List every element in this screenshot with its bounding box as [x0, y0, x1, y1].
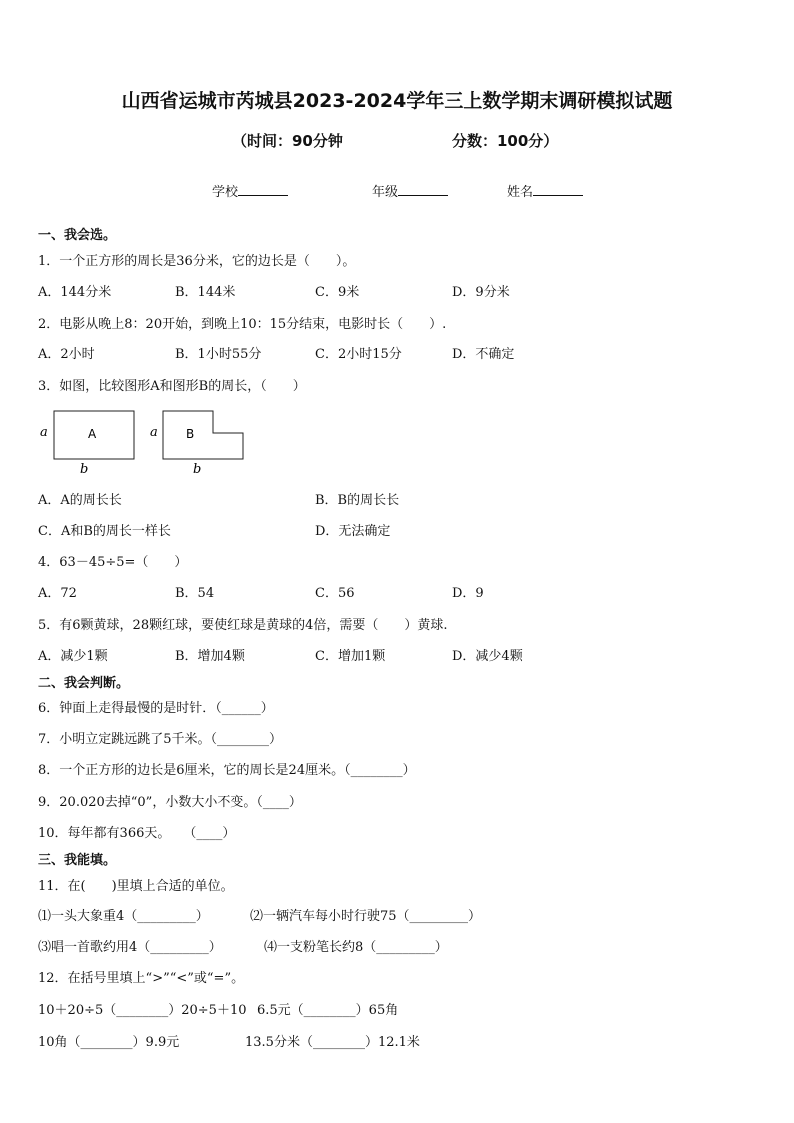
section-3-heading: 三、我能填。: [38, 853, 117, 868]
school-field: [212, 181, 288, 200]
q5-option-a[interactable]: A．减少1颗: [38, 649, 108, 664]
question-10[interactable]: 10．每年都有366天。 （____）: [38, 826, 236, 841]
question-4: 4．63－45÷5=（ ）: [38, 555, 188, 570]
question-12-part-2[interactable]: 6.5元（________）65角: [257, 1003, 399, 1018]
school-label: 学校: [212, 185, 239, 200]
question-9[interactable]: 9．20.020去掉“0”，小数大小不变。（____）: [38, 795, 302, 810]
q2-option-c[interactable]: C．2小时15分: [315, 347, 402, 362]
shape-b-side-b: b: [193, 462, 202, 477]
school-blank[interactable]: [238, 182, 288, 196]
grade-field: [372, 181, 448, 200]
question-7[interactable]: 7．小明立定跳远跳了5千米。（________）: [38, 732, 283, 747]
q4-option-b[interactable]: B．54: [175, 586, 215, 601]
shape-a-label: A: [88, 427, 97, 441]
question-12-part-4[interactable]: 13.5分米（________）12.1米: [245, 1035, 420, 1050]
section-2-heading: 二、我会判断。: [38, 676, 130, 691]
exam-title: 山西省运城市芮城县2023-2024学年三上数学期末调研模拟试题: [121, 90, 673, 112]
question-11-part-1[interactable]: ⑴一头大象重4（_________）: [38, 909, 209, 924]
question-12-part-3[interactable]: 10角（________）9.9元: [38, 1035, 180, 1050]
question-2: 2．电影从晚上8：20开始，到晚上10：15分结束，电影时长（ ）.: [38, 317, 447, 332]
question-12-part-1[interactable]: 10＋20÷5（________）20÷5＋10: [38, 1003, 247, 1018]
exam-time: （时间：90分钟: [232, 132, 343, 150]
shape-b-side-a: a: [150, 425, 158, 440]
q1-option-c[interactable]: C．9米: [315, 285, 360, 300]
q4-option-d[interactable]: D．9: [452, 586, 484, 601]
name-blank[interactable]: [533, 182, 583, 196]
question-3: 3．如图，比较图形A和图形B的周长，（ ）: [38, 379, 306, 394]
shapes-figure: [38, 405, 258, 477]
question-6[interactable]: 6．钟面上走得最慢的是时针．（______）: [38, 701, 274, 716]
q3-option-c[interactable]: C．A和B的周长一样长: [38, 524, 171, 539]
q5-option-b[interactable]: B．增加4颗: [175, 649, 245, 664]
q3-option-a[interactable]: A．A的周长长: [38, 493, 122, 508]
q2-option-d[interactable]: D．不确定: [452, 347, 515, 362]
question-5: 5．有6颗黄球，28颗红球，要使红球是黄球的4倍，需要（ ）黄球.: [38, 618, 448, 633]
shape-b-polygon: [163, 411, 243, 459]
exam-score: 分数：100分）: [452, 132, 559, 150]
q5-option-d[interactable]: D．减少4颗: [452, 649, 523, 664]
question-8[interactable]: 8．一个正方形的边长是6厘米，它的周长是24厘米。（________）: [38, 763, 416, 778]
name-field: [507, 181, 583, 200]
question-11: 11．在( )里填上合适的单位。: [38, 879, 234, 894]
q1-option-a[interactable]: A．144分米: [38, 285, 112, 300]
question-1: 1．一个正方形的周长是36分米，它的边长是（ ）。: [38, 254, 356, 269]
name-label: 姓名: [507, 185, 534, 200]
grade-label: 年级: [372, 185, 399, 200]
q4-option-c[interactable]: C．56: [315, 586, 355, 601]
question-12: 12．在括号里填上“>”“<”或“=”。: [38, 971, 245, 986]
q2-option-a[interactable]: A．2小时: [38, 347, 95, 362]
question-11-part-2[interactable]: ⑵一辆汽车每小时行驶75（_________）: [250, 909, 482, 924]
q5-option-c[interactable]: C．增加1颗: [315, 649, 386, 664]
shape-b-label: B: [186, 427, 195, 441]
q4-option-a[interactable]: A．72: [38, 586, 77, 601]
section-1-heading: 一、我会选。: [38, 228, 117, 243]
shape-a-side-a: a: [40, 425, 48, 440]
grade-blank[interactable]: [398, 182, 448, 196]
shape-a-side-b: b: [80, 462, 89, 477]
q1-option-b[interactable]: B．144米: [175, 285, 236, 300]
q3-option-d[interactable]: D．无法确定: [315, 524, 391, 539]
q3-option-b[interactable]: B．B的周长长: [315, 493, 400, 508]
q1-option-d[interactable]: D．9分米: [452, 285, 510, 300]
q2-option-b[interactable]: B．1小时55分: [175, 347, 262, 362]
question-11-part-4[interactable]: ⑷一支粉笔长约8（_________）: [264, 940, 448, 955]
question-11-part-3[interactable]: ⑶唱一首歌约用4（_________）: [38, 940, 222, 955]
